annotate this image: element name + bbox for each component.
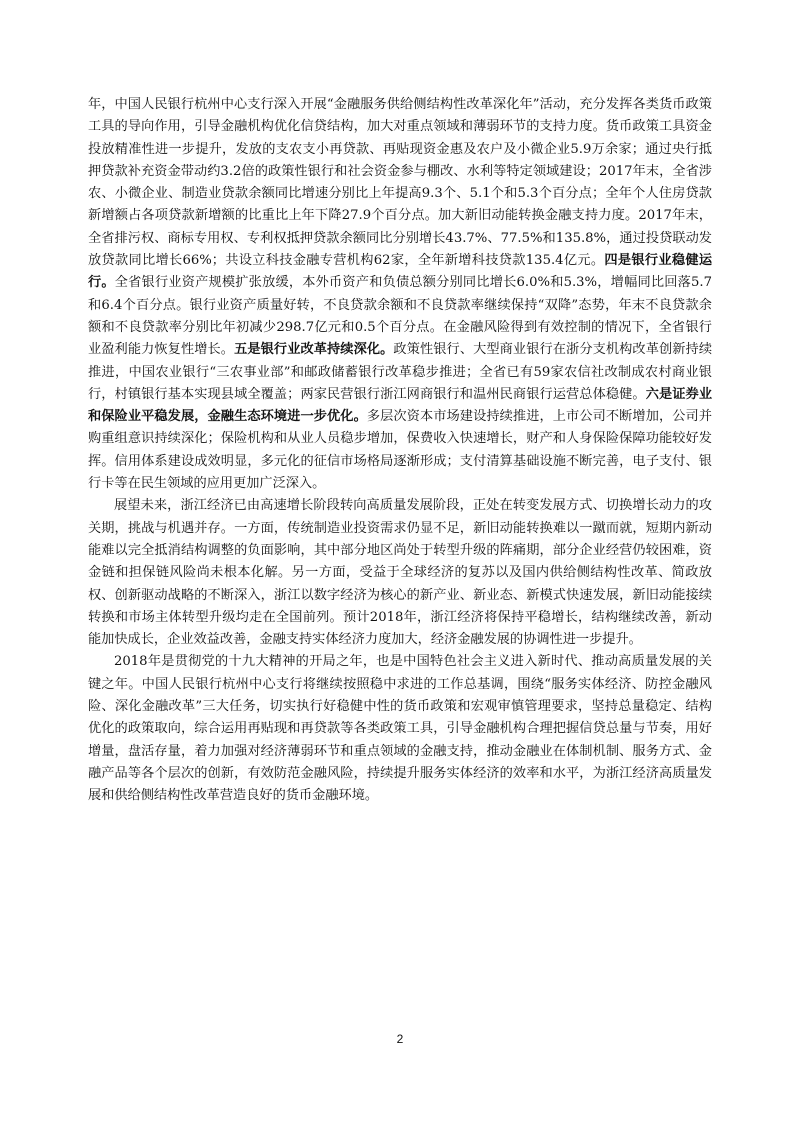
paragraph-1 bbox=[88, 94, 712, 495]
paragraph-2 bbox=[88, 495, 712, 651]
paragraph-1-text: 全省银行业资产规模扩张放缓，本外币资产和负债总额分别同比增长6.0%和5.3%，增幅同比回落5.7和6.4个百分点。银行业资产质量好转，不良贷款余额和不良贷款率继续保持“双降”态势，年末不良贷款余额和不良贷款率分别比年初减少298.7亿元和0.5个百分点。在金融风险得到有效控制的情况下，全省银行业盈利能力恢复性增长。 bbox=[88, 275, 712, 358]
heading-banking-reform: 五是银行业改革持续深化。 bbox=[234, 342, 394, 358]
paragraph-3 bbox=[88, 651, 712, 807]
body-text bbox=[88, 94, 712, 808]
page-number: 2 bbox=[396, 1032, 404, 1046]
paragraph-2-text: 展望未来，浙江经济已由高速增长阶段转向高质量发展阶段，正处在转变发展方式、切换增长动力的攻关期，挑战与机遇并存。一方面，传统制造业投资需求仍显不足，新旧动能转换难以一蹴而就，短期内新动能难以完全抵消结构调整的负面影响，其中部分地区尚处于转型升级的阵痛期，部分企业经营仍较困难，资金链和担保链风险尚未根本化解。另一方面，受益于全球经济的复苏以及国内供给侧结构性改革、简政放权、创新驱动战略的不断深入，浙江以数字经济为核心的新产业、新业态、新模式快速发展，新旧动能接续转换和市场主体转型升级均走在全国前列。预计2018年，浙江经济将保持平稳增长，结构继续改善，新动能加快成长，企业效益改善，金融支持实体经济力度加大，经济金融发展的协调性进一步提升。 bbox=[88, 498, 712, 648]
paragraph-1-text: 多层次资本市场建设持续推进，上市公司不断增加，公司并购重组意识持续深化；保险机构和从业人员稳步增加，保费收入快速增长，财产和人身保险保障功能较好发挥。信用体系建设成效明显，多元化的征信市场格局逐渐形成；支付清算基础设施不断完善，电子支付、银行卡等在民生领域的应用更加广泛深入。 bbox=[88, 409, 713, 492]
paragraph-1-text: 年，中国人民银行杭州中心支行深入开展“金融服务供给侧结构性改革深化年”活动，充分发挥各类货币政策工具的导向作用，引导金融机构优化信贷结构，加大对重点领域和薄弱环节的支持力度。货币政策工具资金投放精准性进一步提升，发放的支农支小再贷款、再贴现资金惠及农户及小微企业5.9万余家；通过央行抵押贷款补充资金带动约3.2倍的政策性银行和社会资金参与棚改、水利等特定领域建设；2017年末，全省涉农、小微企业、制造业贷款余额同比增速分别比上年提高9.3个、5.1个和5.3个百分点；全年个人住房贷款新增额占各项贷款新增额的比重比上年下降27.9个百分点。加大新旧动能转换金融支持力度。2017年末，全省排污权、商标专用权、专利权抵押贷款余额同比分别增长43.7%、77.5%和135.8%，通过投贷联动发放贷款同比增长66%；共设立科技金融专营机构62家，全年新增科技贷款135.4亿元。 bbox=[88, 97, 712, 269]
heading-securities-insurance: 六是证券业和保险业平稳发展，金融生态环境进一步优化。 bbox=[88, 386, 713, 425]
paragraph-3-text: 2018年是贯彻党的十九大精神的开局之年，也是中国特色社会主义进入新时代、推动高质量发展的关键之年。中国人民银行杭州中心支行将继续按照稳中求进的工作总基调，围绕“服务实体经济、防控金融风险、深化金融改革”三大任务，切实执行好稳健中性的货币政策和宏观审慎管理要求，坚持总量稳定、结构优化的政策取向，综合运用再贴现和再贷款等各类政策工具，引导金融机构合理把握信贷总量与节奏，用好增量，盘活存量，着力加强对经济薄弱环节和重点领域的金融支持，推动金融业在体制机制、服务方式、金融产品等各个层次的创新，有效防范金融风险，持续提升服务实体经济的效率和水平，为浙江经济高质量发展和供给侧结构性改革营造良好的货币金融环境。 bbox=[88, 654, 712, 804]
heading-banking-stable: 四是银行业稳健运行。 bbox=[88, 253, 713, 291]
paragraph-1-text: 政策性银行、大型商业银行在浙分支机构改革创新持续推进，中国农业银行“三农事业部”和邮政储蓄银行改革稳步推进；全省已有59家农信社改制成农村商业银行，村镇银行基本实现县域全覆盖；两家民营银行浙江网商银行和温州民商银行运营总体稳健。 bbox=[88, 342, 713, 402]
